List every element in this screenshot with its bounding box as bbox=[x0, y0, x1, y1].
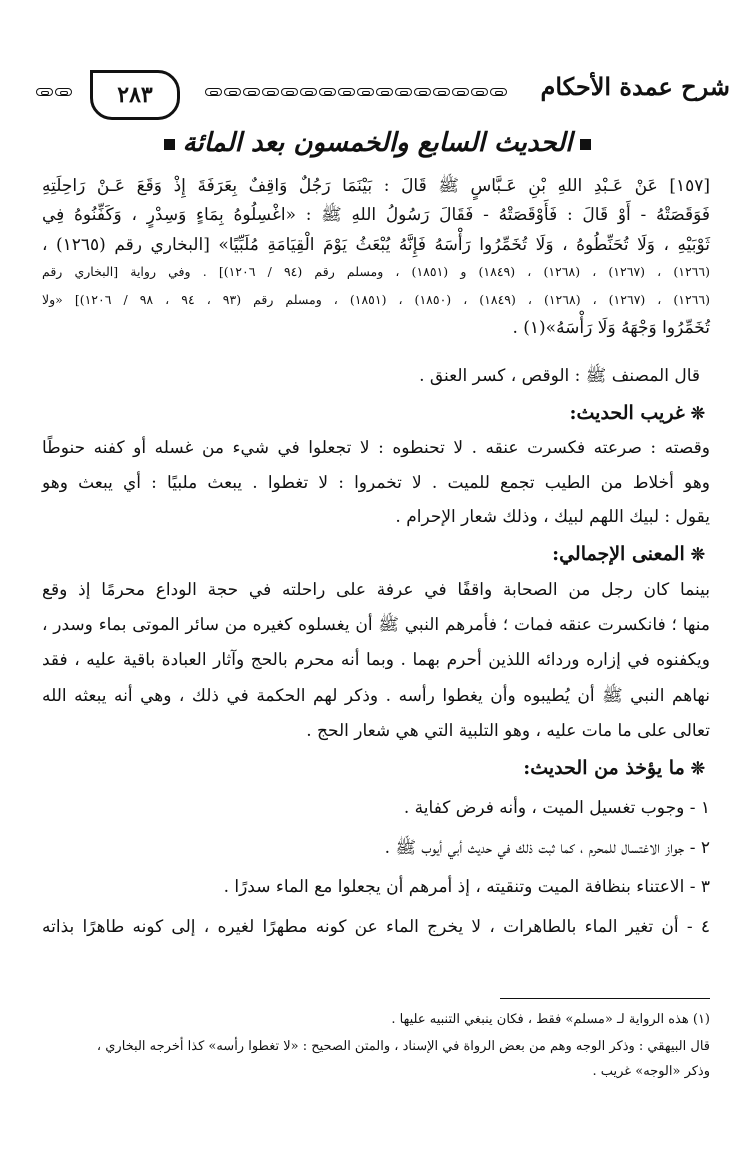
hadith-reference-line: (١٢٦٦) ، (١٢٦٧) ، (١٢٦٨) ، (١٨٤٩) ، (١٨٥٠) ، (١٨٥١) ، ومسلم رقم (٩٣ ، ٩٤ ، ٩٨ / ١٢٠٦)] «ولا bbox=[42, 292, 710, 307]
list-item: ٣ - الاعتناء بنظافة الميت وتنقيته ، إذ أمرهم أن يجعلوا مع الماء سدرًا . bbox=[223, 877, 710, 897]
ornament-icon bbox=[490, 88, 507, 96]
paragraph-line: وقصته : صرعته فكسرت عنقه . لا تحنطوه : لا تجعلوا في شيء من غسله أو كفنه حنوطًا bbox=[42, 438, 710, 458]
paragraph-line: تعالى على ما مات عليه ، وهو التلبية التي هي شعار الحج . bbox=[306, 721, 710, 741]
asterisk-icon: ❊ bbox=[690, 404, 705, 424]
ornament-icon bbox=[262, 88, 279, 96]
list-item: ٢ - جواز الاغتسال للمحرم ، كما ثبت ذلك في حديث أبي أيوب ﷺ . bbox=[384, 838, 710, 858]
section-heading-text: المعنى الإجمالي: bbox=[552, 543, 685, 565]
hadith-line: فَوَقَصَتْهُ - أَوْ قَالَ : فَأَوْقَصَتْهُ - فَقَالَ رَسُولُ اللهِ ﷺ : «اغْسِلُوهُ بِمَاءٍ وَسِدْرٍ ، وَكَفِّنُوهُ فِي bbox=[42, 205, 710, 225]
ornament-icon bbox=[452, 88, 469, 96]
section-heading-general-meaning bbox=[552, 543, 705, 565]
ornament-icon bbox=[357, 88, 374, 96]
hadith-reference-line: (١٢٦٦) ، (١٢٦٧) ، (١٢٦٨) ، (١٨٤٩) و (١٨٥١) ، ومسلم رقم (٩٤ / ١٢٠٦)] . وفي رواية [البخاري رقم bbox=[42, 264, 710, 279]
ornament-icon bbox=[338, 88, 355, 96]
ornament-icon bbox=[205, 88, 222, 96]
hadith-line: تُخَمِّرُوا وَجْهَهُ وَلَا رَأْسَهُ»(١) . bbox=[512, 318, 710, 338]
footnote-line: قال البيهقي : وذكر الوجه وهم من بعض الرواة في الإسناد ، والمتن الصحيح : «لا تغطوا رأسه» كذا أخرجه البخاري ، bbox=[96, 1039, 710, 1054]
author-note: قال المصنف ﷺ : الوقص ، كسر العنق . bbox=[419, 366, 700, 386]
section-heading-text: غريب الحديث: bbox=[569, 402, 685, 424]
hadith-line: ثَوْبَيْهِ ، وَلَا تُحَنِّطُوهُ ، وَلَا تُخَمِّرُوا رَأْسَهُ فَإِنَّهُ يُبْعَثُ يَوْمَ الْقِيَامَةِ مُلَبِّيًا» [البخاري رقم (١٢٦٥) ، bbox=[42, 235, 710, 255]
asterisk-icon: ❊ bbox=[690, 545, 705, 565]
section-heading-lessons bbox=[523, 757, 705, 779]
paragraph-line: ويكفنوه في إزاره وردائه اللذين أحرم بهما . وبما أنه محرم بالحج وآثار العبادة باقية عليه ، فقد bbox=[42, 650, 710, 670]
page-header bbox=[30, 62, 730, 124]
ornament-icon bbox=[395, 88, 412, 96]
ornament-icon bbox=[376, 88, 393, 96]
paragraph-line: وهو أخلاط من الطيب تجمع للميت . لا تخمروا : لا تغطوا . يبعث ملبيًا : أي يبعث وهو bbox=[42, 473, 710, 493]
ornament-icon bbox=[281, 88, 298, 96]
book-title: شرح عمدة الأحكام bbox=[540, 72, 730, 101]
page-number: ٢٨٣ bbox=[90, 70, 180, 120]
asterisk-icon: ❊ bbox=[690, 759, 705, 779]
list-item: ١ - وجوب تغسيل الميت ، وأنه فرض كفاية . bbox=[403, 798, 710, 818]
ornament-right bbox=[205, 88, 507, 98]
section-heading-text: ما يؤخذ من الحديث: bbox=[523, 757, 685, 779]
hadith-title-text: الحديث السابع والخمسون بعد المائة bbox=[182, 128, 573, 158]
footnote-divider bbox=[500, 998, 710, 999]
ornament-icon bbox=[224, 88, 241, 96]
ornament-icon bbox=[319, 88, 336, 96]
ornament-icon bbox=[471, 88, 488, 96]
hadith-title bbox=[40, 128, 715, 158]
paragraph-line: يقول : لبيك اللهم لبيك ، وذلك شعار الإحرام . bbox=[395, 507, 710, 527]
ornament-icon bbox=[55, 88, 72, 96]
ornament-icon bbox=[36, 88, 53, 96]
section-heading-gharib bbox=[570, 402, 706, 424]
paragraph-line: بينما كان رجل من الصحابة واقفًا في عرفة على راحلته في حجة الوداع محرمًا إذ وقع bbox=[42, 580, 710, 600]
ornament-left bbox=[36, 88, 72, 98]
footnote-line: وذكر «الوجه» غريب . bbox=[592, 1064, 710, 1079]
paragraph-line: منها ؛ فانكسرت عنقه فمات ؛ فأمرهم النبي ﷺ أن يغسلوه كغيره من سائر الموتى بماء وسدر ، bbox=[42, 615, 710, 635]
ornament-icon bbox=[300, 88, 317, 96]
footnote-line: (١) هذه الرواية لـ «مسلم» فقط ، فكان ينبغي التنبيه عليها . bbox=[391, 1012, 710, 1027]
square-bullet-icon bbox=[580, 139, 591, 150]
list-item: ٤ - أن تغير الماء بالطاهرات ، لا يخرج الماء عن كونه مطهرًا لغيره ، إلى كونه طاهرًا بذاته bbox=[42, 917, 710, 937]
hadith-line: [١٥٧] عَنْ عَـبْدِ اللهِ بْنِ عَـبَّاسٍ ﷺ قَالَ : بَيْنَمَا رَجُلٌ وَاقِفٌ بِعَرَفَةَ إِذْ وَقَعَ عَـنْ رَاحِلَتِهِ bbox=[42, 176, 710, 196]
paragraph-line: نهاهم النبي ﷺ أن يُطيبوه وأن يغطوا رأسه . وذكر لهم الحكمة في ذلك ، وهي أنه يبعثه الله bbox=[42, 686, 710, 706]
ornament-icon bbox=[243, 88, 260, 96]
square-bullet-icon bbox=[164, 139, 175, 150]
ornament-icon bbox=[414, 88, 431, 96]
ornament-icon bbox=[433, 88, 450, 96]
